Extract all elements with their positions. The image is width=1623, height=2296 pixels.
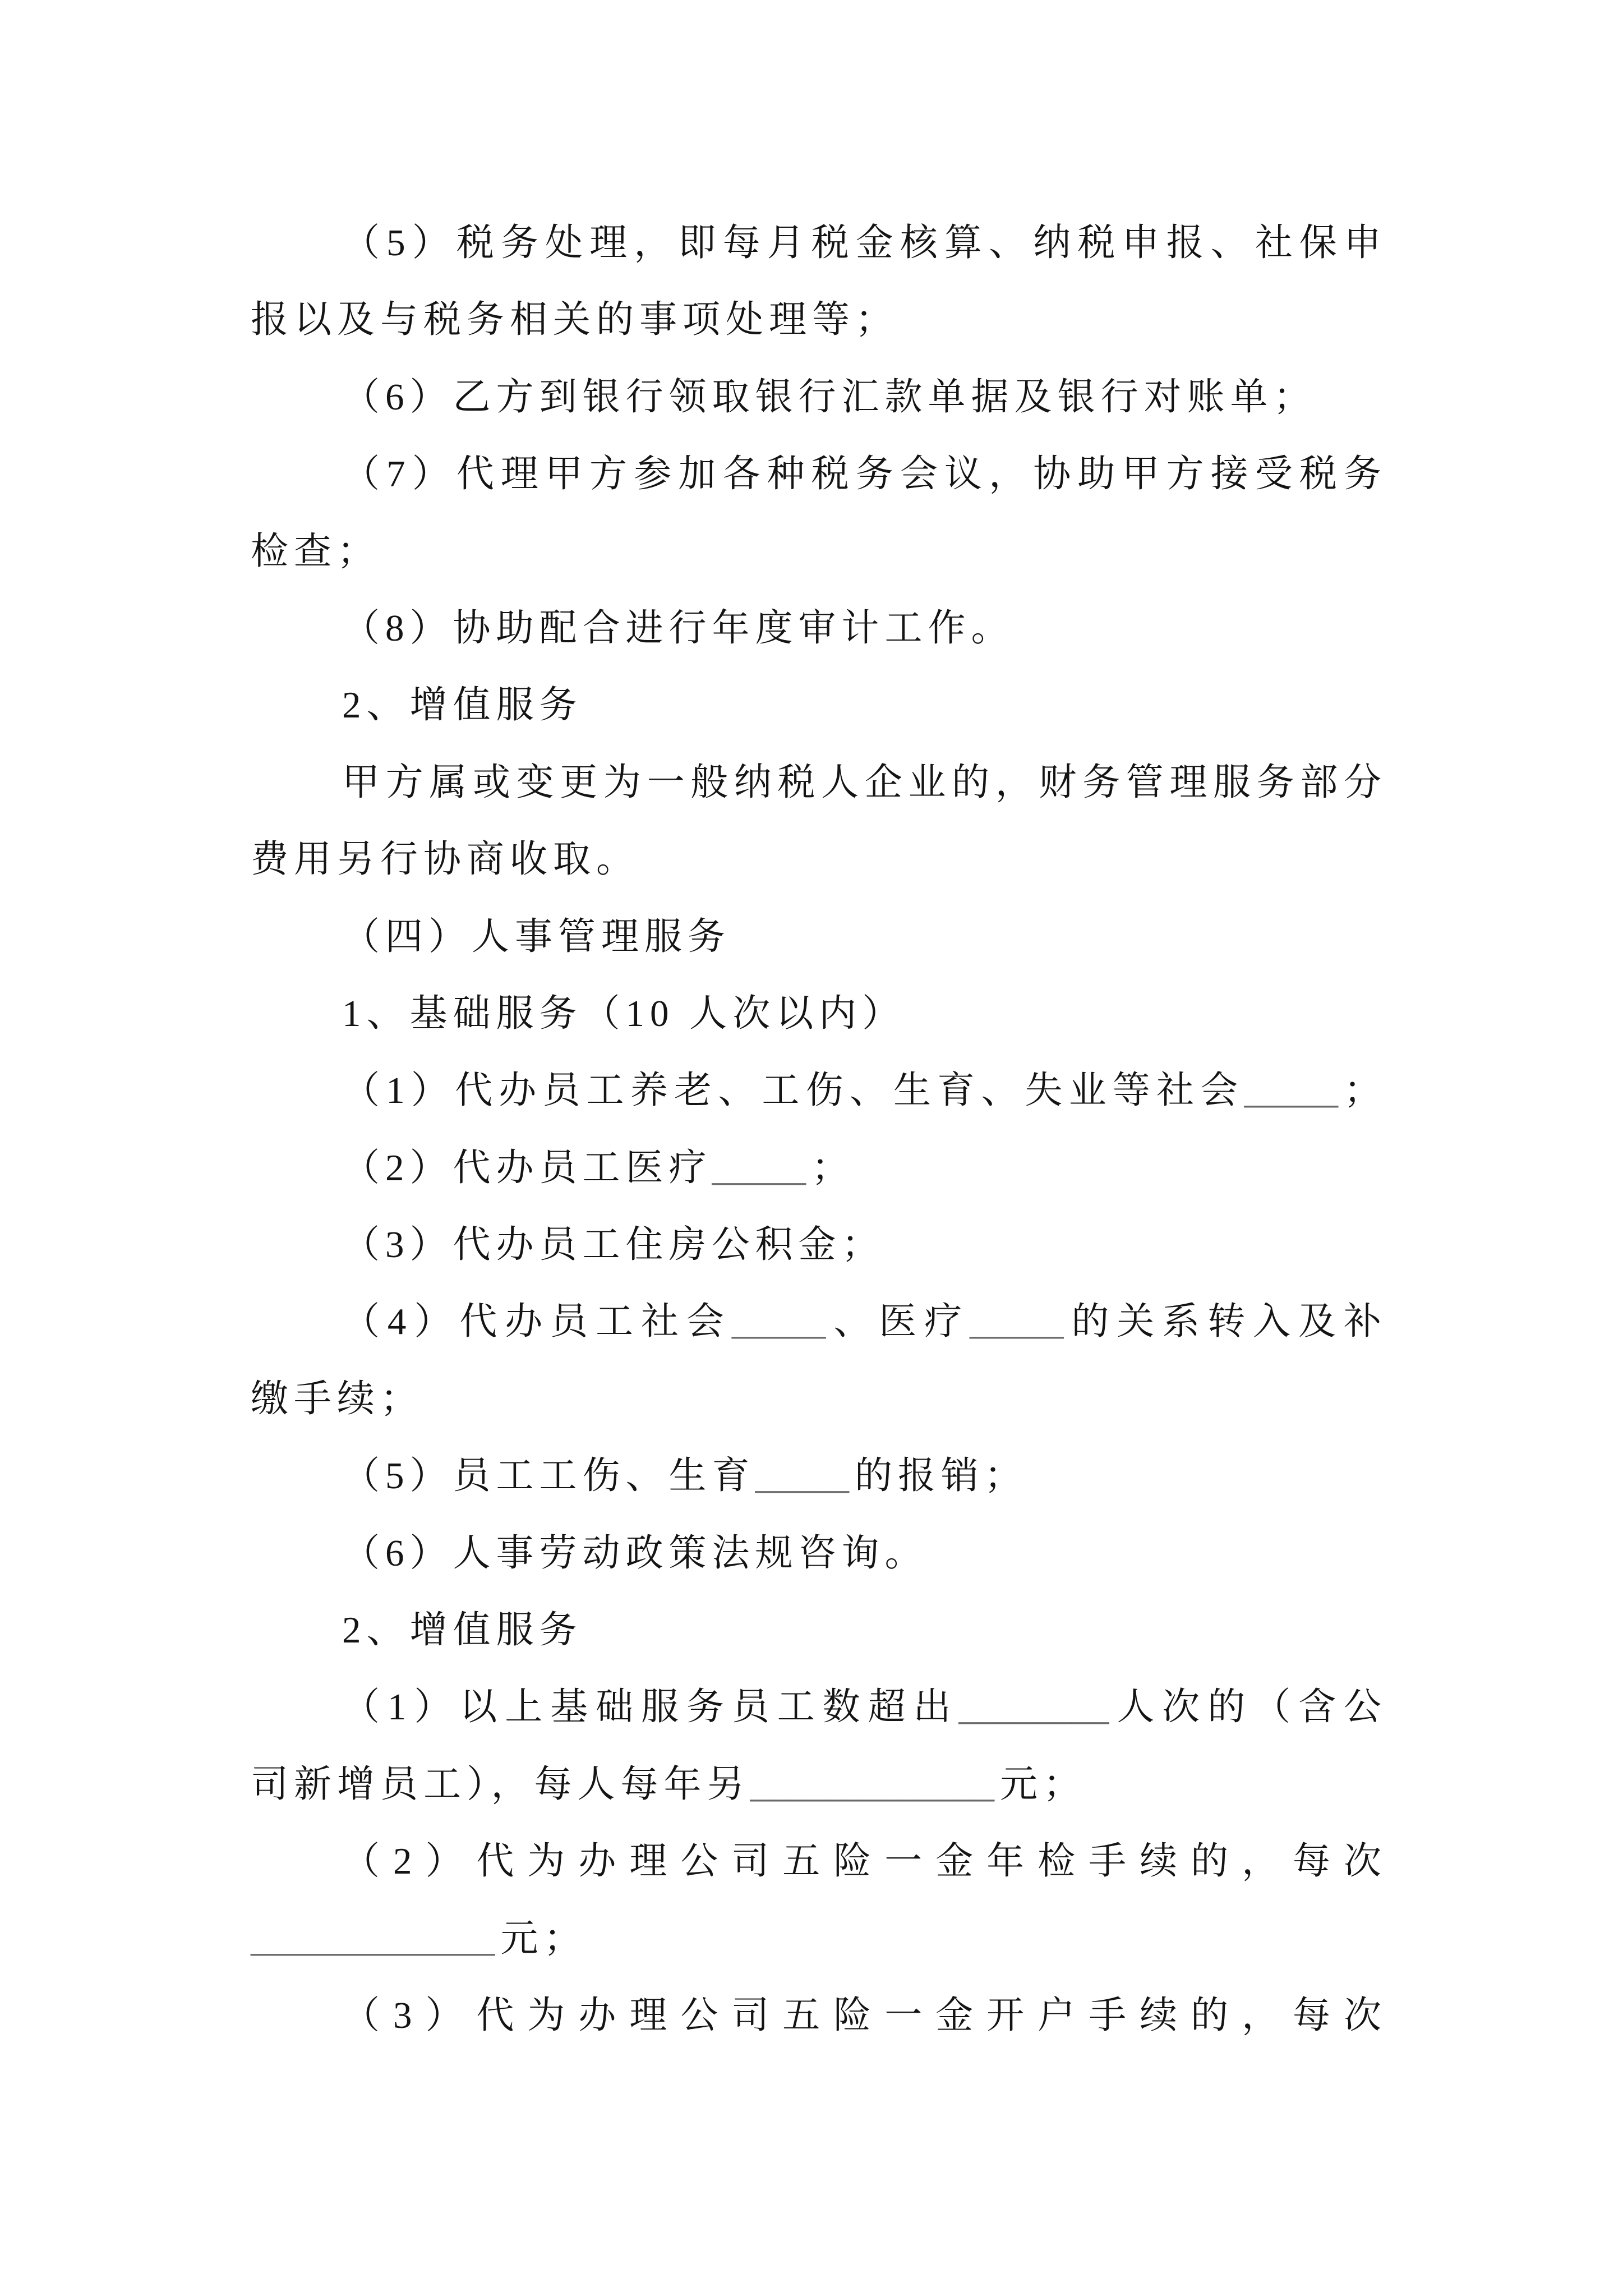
list-item-line: （3）代为办理公司五险一金开户手续的，每次 [342,1994,1387,2036]
list-item-line: （1）代办员工养老、工伤、生育、失业等社会_____ ； [342,1070,1387,1112]
blank-field: _____________ [251,1917,495,1959]
list-item-line: （5）税务处理，即每月税金核算、纳税申报、社保申 [342,222,1387,264]
list-item-line: （1）以上基础服务员工数超出________ 人次的（含公 [342,1686,1387,1728]
list-item-line: 报以及与税务相关的事项处理等； [251,299,898,341]
blank-field: ________ [958,1686,1109,1728]
list-item [251,1669,1387,1823]
document-body [251,205,1387,2054]
list-item [251,1438,1387,1515]
list-item-line: 缴手续； [251,1378,423,1420]
section-heading [251,1592,1387,1669]
section-heading-line: 1、基础服务（10 人次以内） [342,992,906,1034]
list-item-line: （2）代办员工医疗_____ ； [342,1147,855,1189]
list-item-line: 检查； [251,530,380,572]
blank-field: _____ [755,1455,849,1497]
list-item-line: （6）人事劳动政策法规咨询。 [342,1532,928,1574]
section-heading-line: 2、增值服务 [342,684,583,726]
list-item [251,359,1387,436]
blank-field: _____________ [750,1763,994,1805]
section-heading [251,899,1387,976]
list-item [251,1052,1387,1129]
list-item [251,1283,1387,1438]
list-item [251,1977,1387,2054]
paragraph-line: 甲方属或变更为一般纳税人企业的，财务管理服务部分 [342,761,1387,803]
blank-field: _____ [970,1301,1064,1343]
list-item-line: （3）代办员工住房公积金； [342,1224,885,1266]
list-item-line: 司新增员工），每人每年另_____________ 元； [251,1763,1086,1805]
blank-field: _____ [731,1301,826,1343]
list-item-line: （8）协助配合进行年度审计工作。 [342,607,1015,649]
section-heading-line: （四）人事管理服务 [342,915,731,958]
blank-field: _____ [1244,1070,1338,1112]
list-item-line: （6）乙方到银行领取银行汇款单据及银行对账单； [342,376,1317,418]
section-heading [251,976,1387,1052]
list-item [251,1823,1387,1977]
list-item-line: （2）代为办理公司五险一金年检手续的，每次 [342,1841,1387,1883]
list-item [251,205,1387,359]
list-item [251,590,1387,667]
paragraph [251,744,1387,899]
list-item-line: _____________ 元； [251,1917,587,1959]
list-item-line: （4）代办员工社会_____ 、医疗_____ 的关系转入及补 [342,1301,1387,1343]
section-heading [251,667,1387,744]
list-item-line: （5）员工工伤、生育_____ 的报销； [342,1455,1027,1497]
section-heading-line: 2、增值服务 [342,1609,583,1651]
list-item-line: （7）代理甲方参加各种税务会议，协助甲方接受税务 [342,453,1387,495]
list-item [251,1515,1387,1592]
list-item [251,1130,1387,1207]
list-item [251,1207,1387,1283]
blank-field: _____ [712,1147,806,1189]
paragraph-line: 费用另行协商收取。 [251,839,639,881]
list-item [251,436,1387,590]
